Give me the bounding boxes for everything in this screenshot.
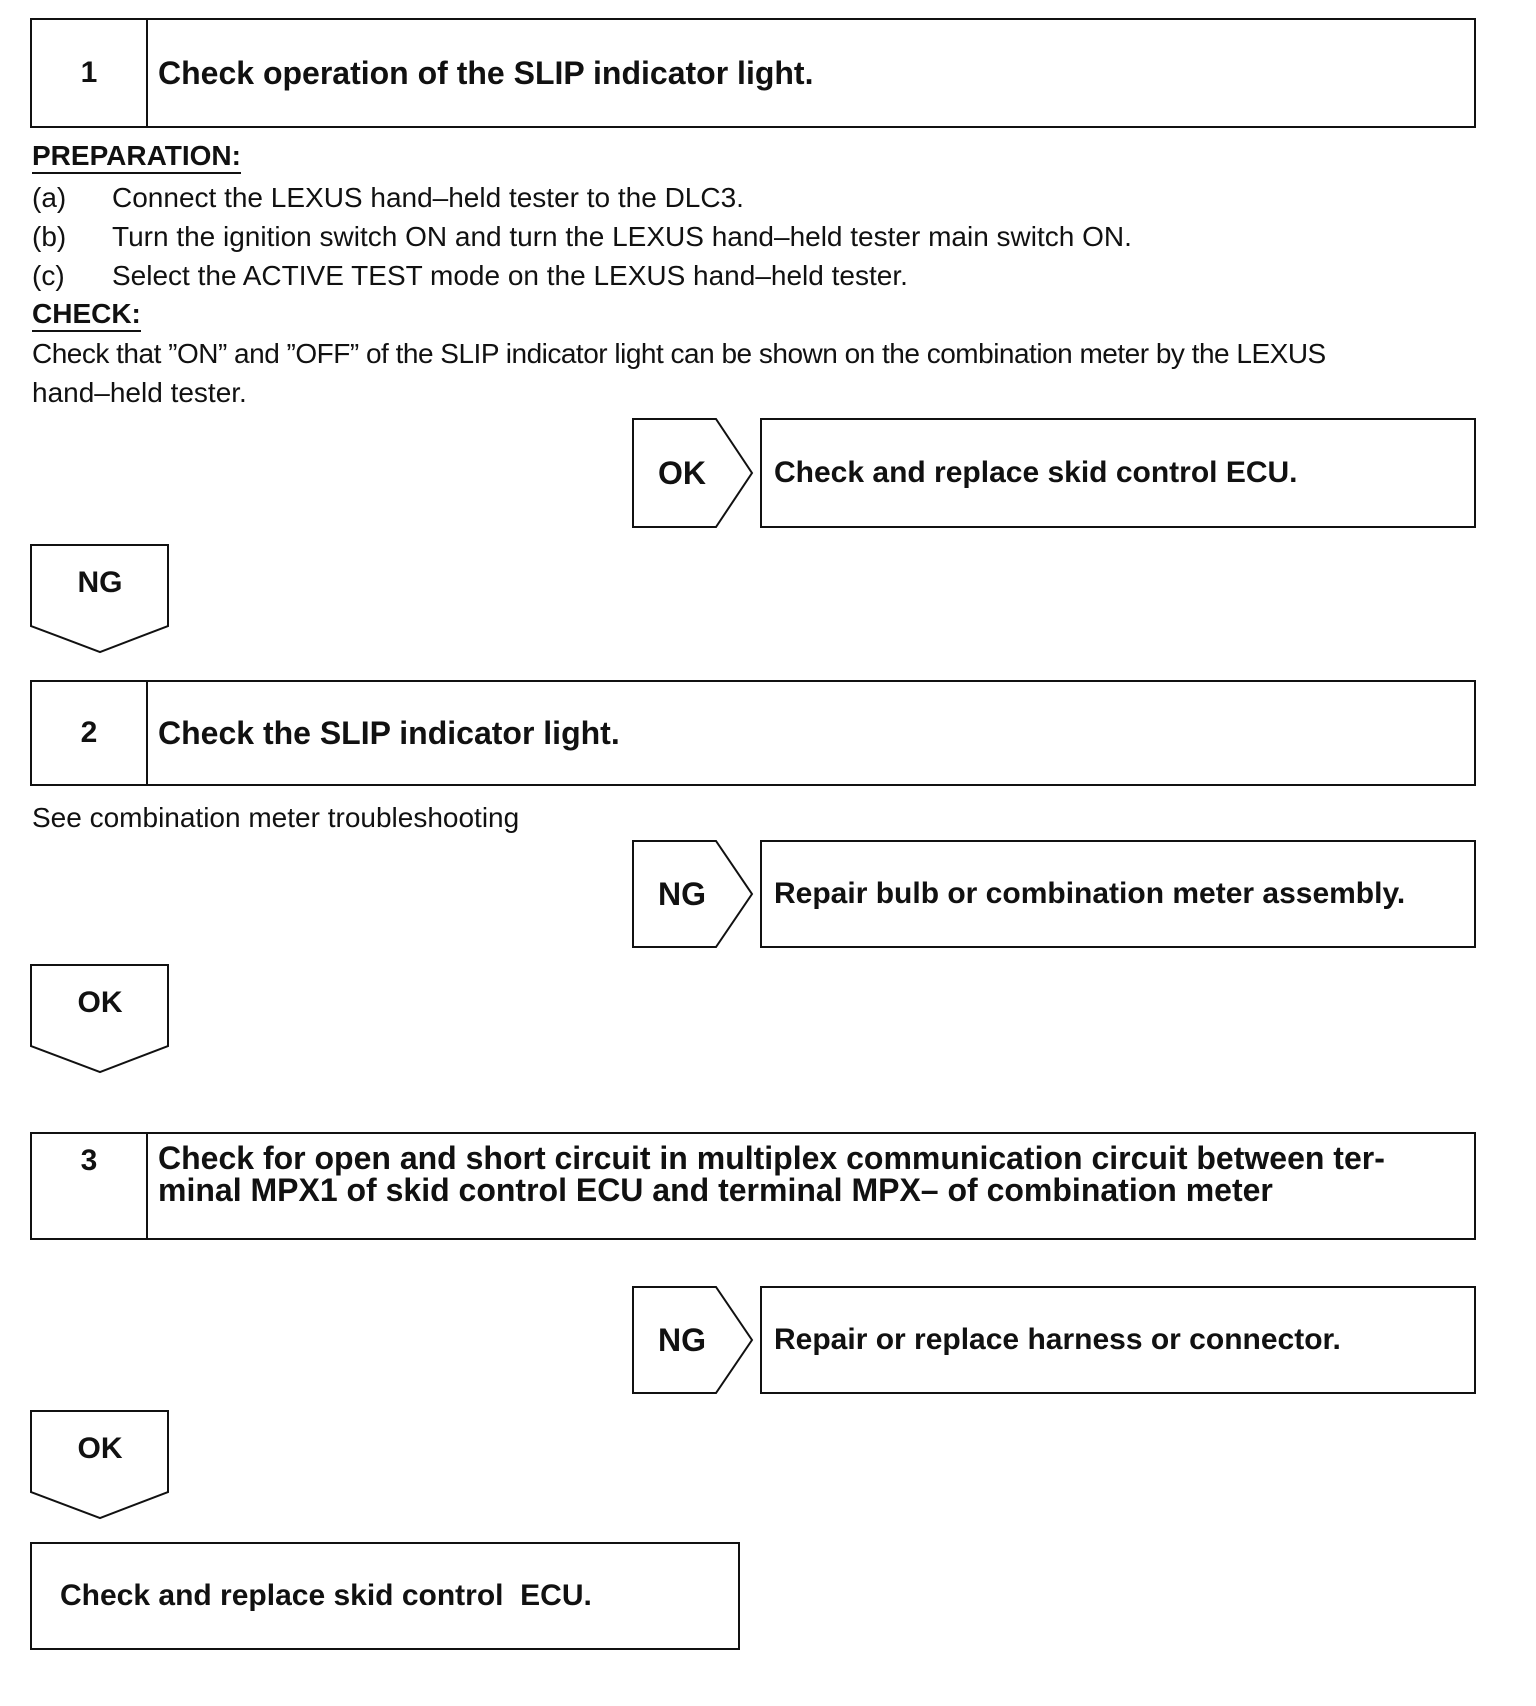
preparation-item [32,256,908,295]
down-label: OK [77,986,123,1019]
step-number: 1 [32,20,148,126]
item-label: (a) [32,182,67,213]
step-2-note: See combination meter troubleshooting [32,802,520,833]
branch-ng-arrow [632,1286,754,1394]
step-3-box [30,1132,1476,1240]
step-title-line-1: Check for open and short circuit in multiplex communication circuit between ter- [158,1140,1385,1176]
final-result-box: Check and replace skid control ECU. [30,1542,740,1650]
step-2-box [30,680,1476,786]
down-ok-arrow [30,964,170,1074]
branch-ng-arrow [632,840,754,948]
item-label: (c) [32,260,65,291]
step-number: 2 [32,682,148,784]
branch-label: OK [658,454,706,491]
branch-label: NG [658,1321,706,1358]
branch-result-box: Repair or replace harness or connector. [760,1286,1476,1394]
step-title-line-2: minal MPX1 of skid control ECU and terminal MPX– of combination meter [158,1172,1273,1208]
down-ok-arrow [30,1410,170,1520]
item-label: (b) [32,221,67,252]
preparation-heading: PREPARATION: [32,140,241,174]
step-1-box [30,18,1476,128]
down-label: NG [77,566,123,599]
down-label: OK [77,1432,123,1465]
item-text: Select the ACTIVE TEST mode on the LEXUS hand–held tester. [112,260,908,291]
step-title: Check operation of the SLIP indicator light. [158,55,814,91]
check-text-line-2: hand–held tester. [32,377,247,408]
preparation-item [32,217,1132,256]
item-text: Turn the ignition switch ON and turn the LEXUS hand–held tester main switch ON. [112,221,1132,252]
check-text-line-1: Check that ”ON” and ”OFF” of the SLIP indicator light can be shown on the combination meter by the LEXUS [32,338,1326,369]
step-title [158,1134,1462,1238]
check-heading: CHECK: [32,298,141,332]
branch-ok-arrow [632,418,754,528]
step-number: 3 [32,1134,148,1238]
branch-result-box: Check and replace skid control ECU. [760,418,1476,528]
preparation-item [32,178,744,217]
branch-result-box: Repair bulb or combination meter assembly. [760,840,1476,948]
step-title: Check the SLIP indicator light. [158,715,620,751]
branch-label: NG [658,875,706,912]
down-ng-arrow [30,544,170,654]
item-text: Connect the LEXUS hand–held tester to the DLC3. [112,182,744,213]
